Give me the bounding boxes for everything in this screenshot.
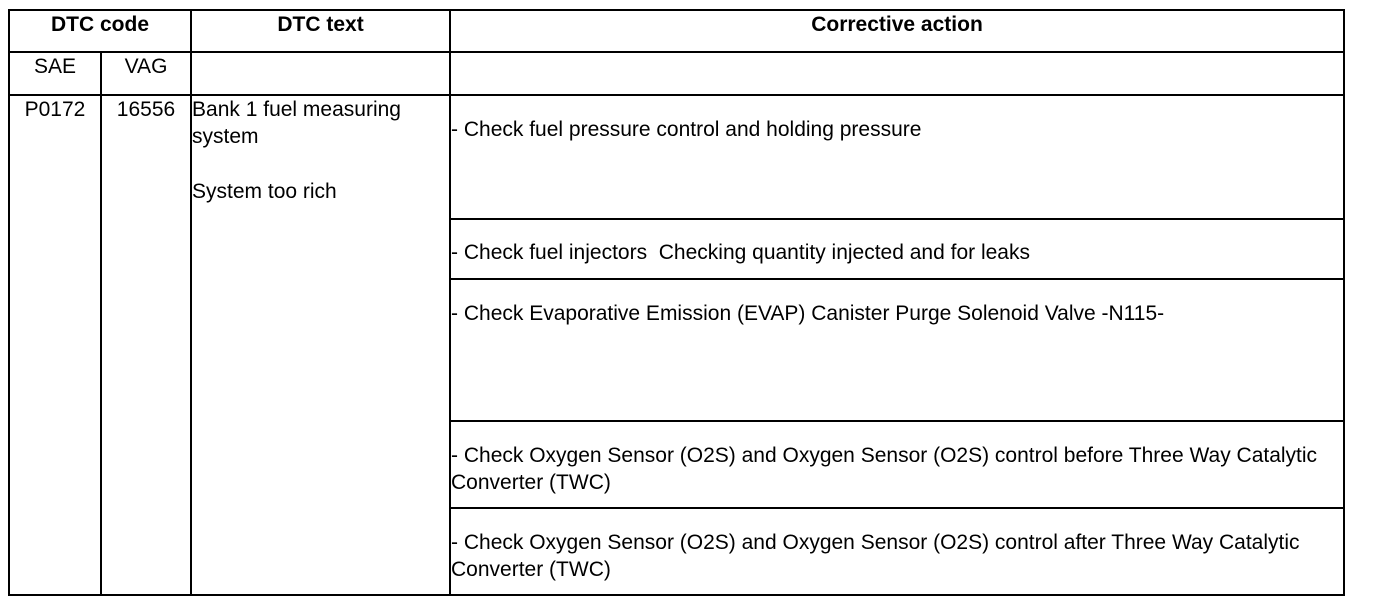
table-row [9, 95, 1344, 219]
header-dtc-code: DTC code [9, 10, 191, 52]
subheader-row [9, 52, 1344, 95]
vag-code-cell: 16556 [101, 95, 191, 595]
subheader-sae: SAE [9, 52, 101, 95]
subheader-vag: VAG [101, 52, 191, 95]
corrective-action-text: - Check fuel pressure control and holding pressure [451, 118, 922, 141]
dtc-table [8, 9, 1345, 596]
sae-code-cell: P0172 [9, 95, 101, 595]
corrective-action-cell [450, 279, 1344, 421]
corrective-action-cell [450, 508, 1344, 595]
corrective-action-cell [450, 219, 1344, 279]
header-corrective-action: Corrective action [450, 10, 1344, 52]
corrective-action-text: - Check Oxygen Sensor (O2S) and Oxygen Sensor (O2S) control before Three Way Catalytic Converter (TWC) [451, 444, 1318, 494]
dtc-text-line: Bank 1 fuel measuring system [192, 98, 401, 148]
corrective-action-text: - Check Evaporative Emission (EVAP) Canister Purge Solenoid Valve -N115- [451, 302, 1165, 325]
header-dtc-text: DTC text [191, 10, 450, 52]
subheader-empty-text [191, 52, 450, 95]
corrective-action-text: - Check Oxygen Sensor (O2S) and Oxygen Sensor (O2S) control after Three Way Catalytic Converter (TWC) [451, 531, 1300, 581]
corrective-action-text: - Check fuel injectors Checking quantity injected and for leaks [451, 241, 1030, 264]
subheader-empty-action [450, 52, 1344, 95]
header-row [9, 10, 1344, 52]
dtc-text-line: System too rich [192, 180, 337, 203]
dtc-text-cell [191, 95, 450, 595]
corrective-action-cell [450, 421, 1344, 508]
corrective-action-cell [450, 95, 1344, 219]
